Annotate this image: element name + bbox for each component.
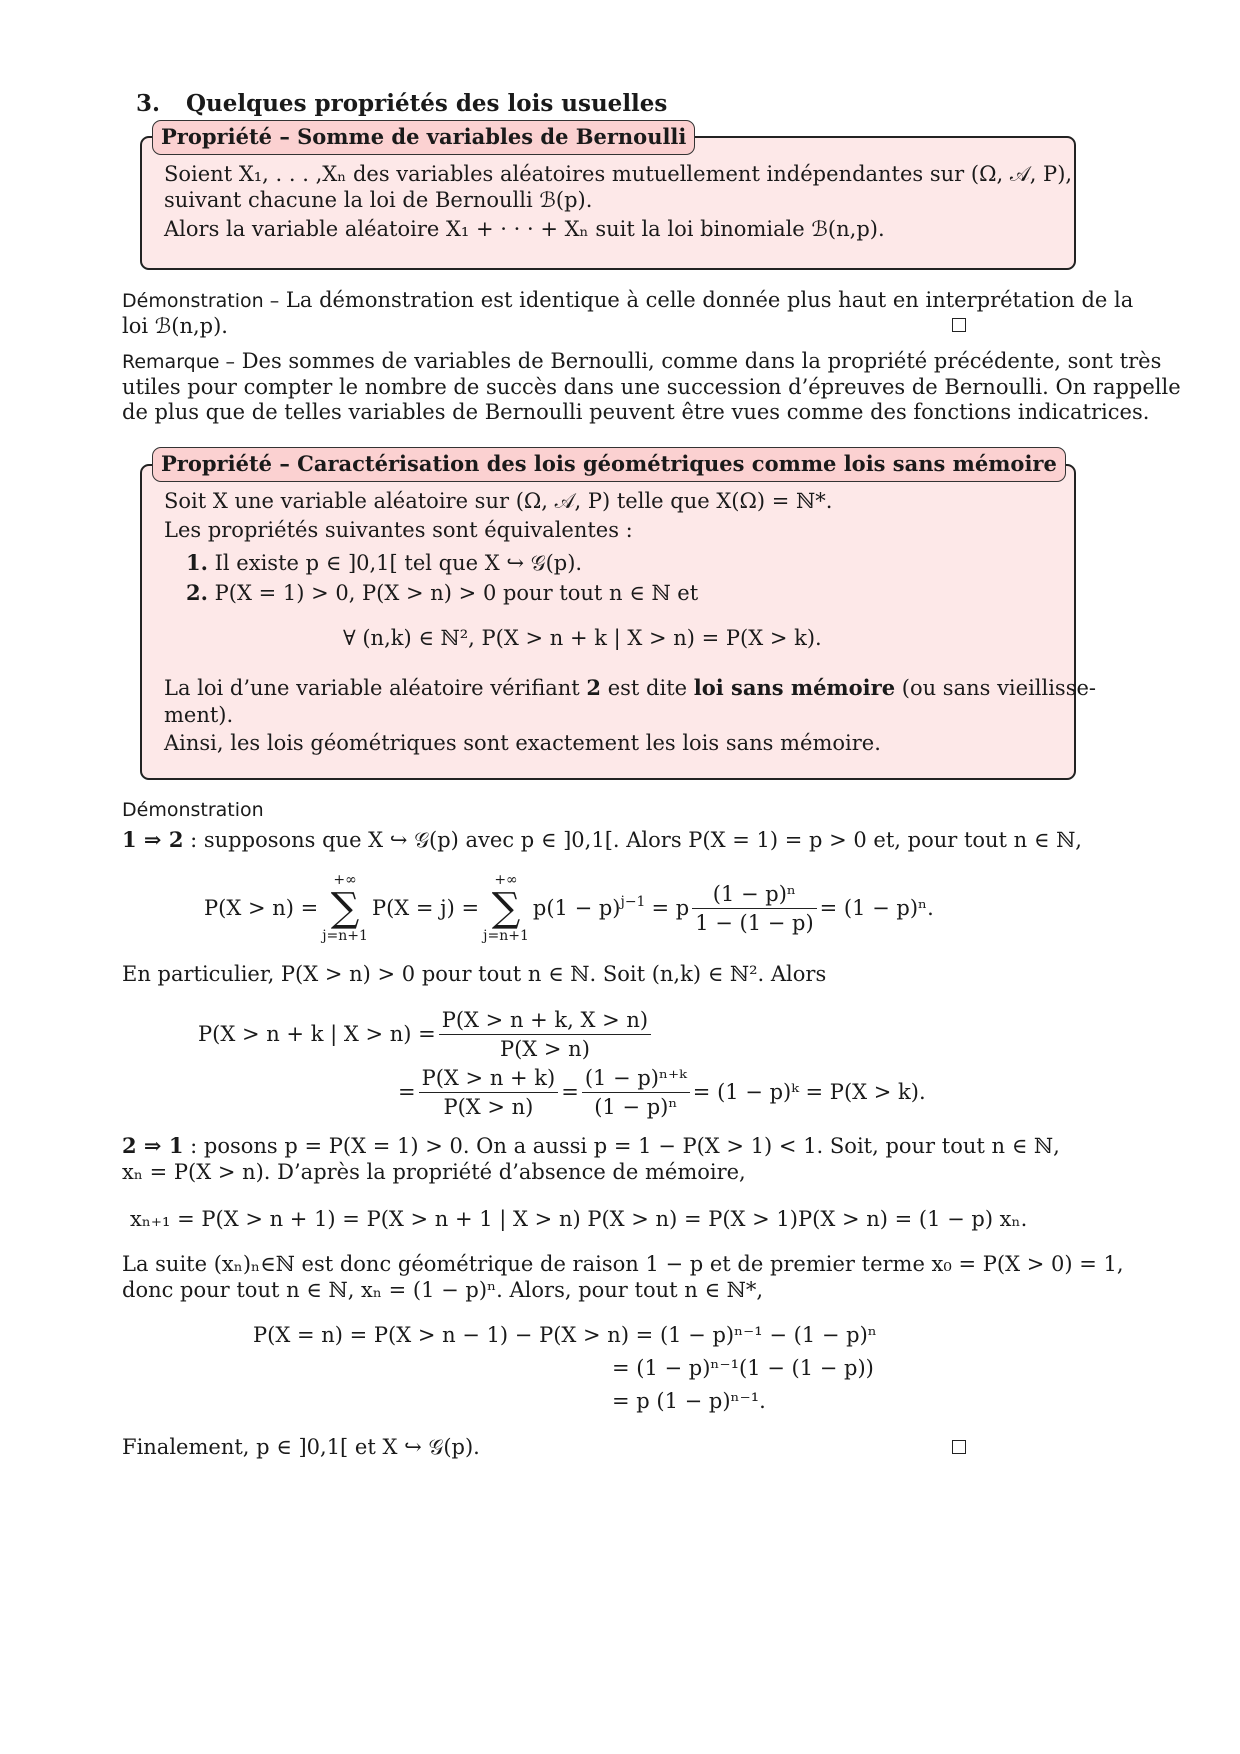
remark-label: Remarque –	[122, 351, 235, 373]
prop2-item2	[186, 579, 698, 607]
prop1-line1: Soient X₁, . . . ,Xₙ des variables aléatoires mutuellement indépendantes sur (Ω, 𝒜, P),	[164, 162, 1073, 186]
eq2-lhs: P(X > n + k | X > n) =	[198, 1022, 436, 1046]
eq2-end: = (1 − p)ᵏ = P(X > k).	[692, 1080, 926, 1104]
remark-line1	[122, 347, 1161, 376]
eq1-fraction	[692, 880, 816, 937]
section-title: Quelques propriétés des lois usuelles	[186, 90, 668, 117]
prop2-line1: Soit X une variable aléatoire sur (Ω, 𝒜, P) telle que X(Ω) = ℕ*.	[164, 489, 833, 513]
prop2-item1-number: 1.	[186, 550, 208, 575]
eq1-term3: = p	[651, 896, 690, 920]
demo2-p4: La suite (xₙ)ₙ∈ℕ est donc géométrique de raison 1 − p et de premier terme x₀ = P(X > 0) = 1,	[122, 1252, 1124, 1276]
eq2-fraction-3	[582, 1064, 690, 1121]
prop2-item1-text: Il existe p ∈ ]0,1[ tel que X ↪ 𝒢(p).	[214, 551, 583, 575]
demo2-p1	[122, 826, 1082, 854]
eq2-f2-den: P(X > n)	[443, 1094, 534, 1119]
demo2-p3b: xₙ = P(X > n). D’après la propriété d’absence de mémoire,	[122, 1160, 746, 1184]
demo1-text2: loi ℬ(n,p).	[122, 314, 228, 338]
sigma-1-icon: ∑	[330, 885, 360, 931]
prop2-line4: ment).	[164, 703, 234, 727]
eq2-f2-num: P(X > n + k)	[419, 1064, 559, 1093]
demo2-p1-implication: 1 ⇒ 2	[122, 827, 184, 852]
property-title-bernoulli: Propriété – Somme de variables de Bernoulli	[152, 120, 695, 155]
equation-4-line1: P(X = n) = P(X > n − 1) − P(X > n) = (1 − p)ⁿ⁻¹ − (1 − p)ⁿ	[253, 1323, 877, 1347]
prop2-item2-text: P(X = 1) > 0, P(X > n) > 0 pour tout n ∈ ℕ et	[214, 581, 699, 605]
prop2-line2: Les propriétés suivantes sont équivalentes :	[164, 518, 633, 542]
demo1-line1	[122, 286, 1133, 315]
eq2-f1-num: P(X > n + k, X > n)	[439, 1006, 651, 1035]
prop2-line3-part-a: La loi d’une variable aléatoire vérifiant	[164, 676, 587, 700]
eq1-term2: p(1 − p)	[532, 896, 621, 920]
sum-2-upper: +∞	[494, 872, 518, 888]
eq2-fraction-2	[419, 1064, 559, 1121]
sum-2-lower: j=n+1	[483, 928, 529, 944]
eq1-lhs: P(X > n) =	[204, 896, 319, 920]
section-number: 3.	[136, 90, 161, 117]
sigma-2-icon: ∑	[491, 885, 521, 931]
eq1-term1: P(X = j) =	[371, 896, 480, 920]
prop1-line2: suivant chacune la loi de Bernoulli ℬ(p).	[164, 188, 593, 212]
demo2-p3-text: : posons p = P(X = 1) > 0. On a aussi p = 1 − P(X > 1) < 1. Soit, pour tout n ∈ ℕ,	[183, 1134, 1060, 1158]
eq2-equals-2: =	[561, 1080, 579, 1104]
demo1-label: Démonstration –	[122, 290, 280, 312]
eq2-fraction-1	[439, 1006, 651, 1063]
equation-3: xₙ₊₁ = P(X > n + 1) = P(X > n + 1 | X > n) P(X > n) = P(X > 1)P(X > n) = (1 − p) xₙ.	[130, 1207, 1028, 1231]
remark-text2: utiles pour compter le nombre de succès dans une succession d’épreuves de Bernoulli. On rappelle	[122, 375, 1181, 399]
demo2-p4b: donc pour tout n ∈ ℕ, xₙ = (1 − p)ⁿ. Alors, pour tout n ∈ ℕ*,	[122, 1278, 764, 1302]
prop2-line3-part-c: est dite	[601, 676, 694, 700]
property-title-geometric: Propriété – Caractérisation des lois géométriques comme lois sans mémoire	[152, 447, 1066, 482]
prop2-line3-term: loi sans mémoire	[693, 675, 896, 700]
prop2-line3-part-e: (ou sans vieillisse-	[895, 676, 1097, 700]
prop2-line5: Ainsi, les lois géométriques sont exactement les lois sans mémoire.	[164, 731, 881, 755]
demo2-p3-implication: 2 ⇒ 1	[122, 1133, 184, 1158]
equation-2-line2	[398, 1062, 926, 1122]
prop2-line3-ref: 2	[586, 675, 602, 700]
equation-2-line1	[198, 1004, 654, 1064]
sum-1-upper: +∞	[333, 872, 357, 888]
prop2-item2-number: 2.	[186, 580, 208, 605]
remark-text3: de plus que de telles variables de Bernoulli peuvent être vues comme des fonctions indicatrices.	[122, 400, 1150, 424]
prop2-item1	[186, 549, 582, 577]
demo2-p3	[122, 1132, 1060, 1160]
sum-2	[483, 873, 529, 943]
prop2-formula: ∀ (n,k) ∈ ℕ², P(X > n + k | X > n) = P(X > k).	[343, 626, 822, 650]
demo2-final: Finalement, p ∈ ]0,1[ et X ↪ 𝒢(p).	[122, 1435, 480, 1459]
demo2-p1-text: : supposons que X ↪ 𝒢(p) avec p ∈ ]0,1[. Alors P(X = 1) = p > 0 et, pour tout n ∈ ℕ,	[183, 828, 1082, 852]
eq1-fraction-den: 1 − (1 − p)	[695, 910, 814, 935]
section-heading	[136, 90, 667, 117]
eq2-equals-1: =	[398, 1080, 416, 1104]
eq2-f3-num: (1 − p)ⁿ⁺ᵏ	[582, 1064, 690, 1093]
qed-square-icon	[952, 318, 966, 332]
eq1-end: = (1 − p)ⁿ.	[819, 896, 934, 920]
prop1-line3: Alors la variable aléatoire X₁ + · · · + Xₙ suit la loi binomiale ℬ(n,p).	[164, 217, 885, 241]
prop2-line3	[164, 674, 1096, 702]
eq2-f1-den: P(X > n)	[499, 1036, 590, 1061]
equation-4-line2: = (1 − p)ⁿ⁻¹(1 − (1 − p))	[612, 1356, 874, 1380]
eq1-fraction-num: (1 − p)ⁿ	[692, 880, 816, 909]
demo1-text1: La démonstration est identique à celle donnée plus haut en interprétation de la	[285, 288, 1134, 312]
equation-4-line3: = p (1 − p)ⁿ⁻¹.	[612, 1389, 766, 1413]
remark-text1: Des sommes de variables de Bernoulli, comme dans la propriété précédente, sont très	[241, 349, 1162, 373]
demo2-p2: En particulier, P(X > n) > 0 pour tout n ∈ ℕ. Soit (n,k) ∈ ℕ². Alors	[122, 962, 827, 986]
sum-1	[322, 873, 368, 943]
demo2-label: Démonstration	[122, 799, 264, 821]
qed-square-icon	[952, 1440, 966, 1454]
eq2-f3-den: (1 − p)ⁿ	[594, 1094, 678, 1119]
sum-1-lower: j=n+1	[322, 928, 368, 944]
equation-1: P(X > n) = +∞ ∑ j=n+1 P(X = j) = +∞ ∑ j=n+1 p(1 − p) $^{j-1}$ = p $\frac{\text{(1 − p)ⁿ}}{1 - (1 - p)}$ = (1 − p)ⁿ.	[204, 872, 934, 944]
